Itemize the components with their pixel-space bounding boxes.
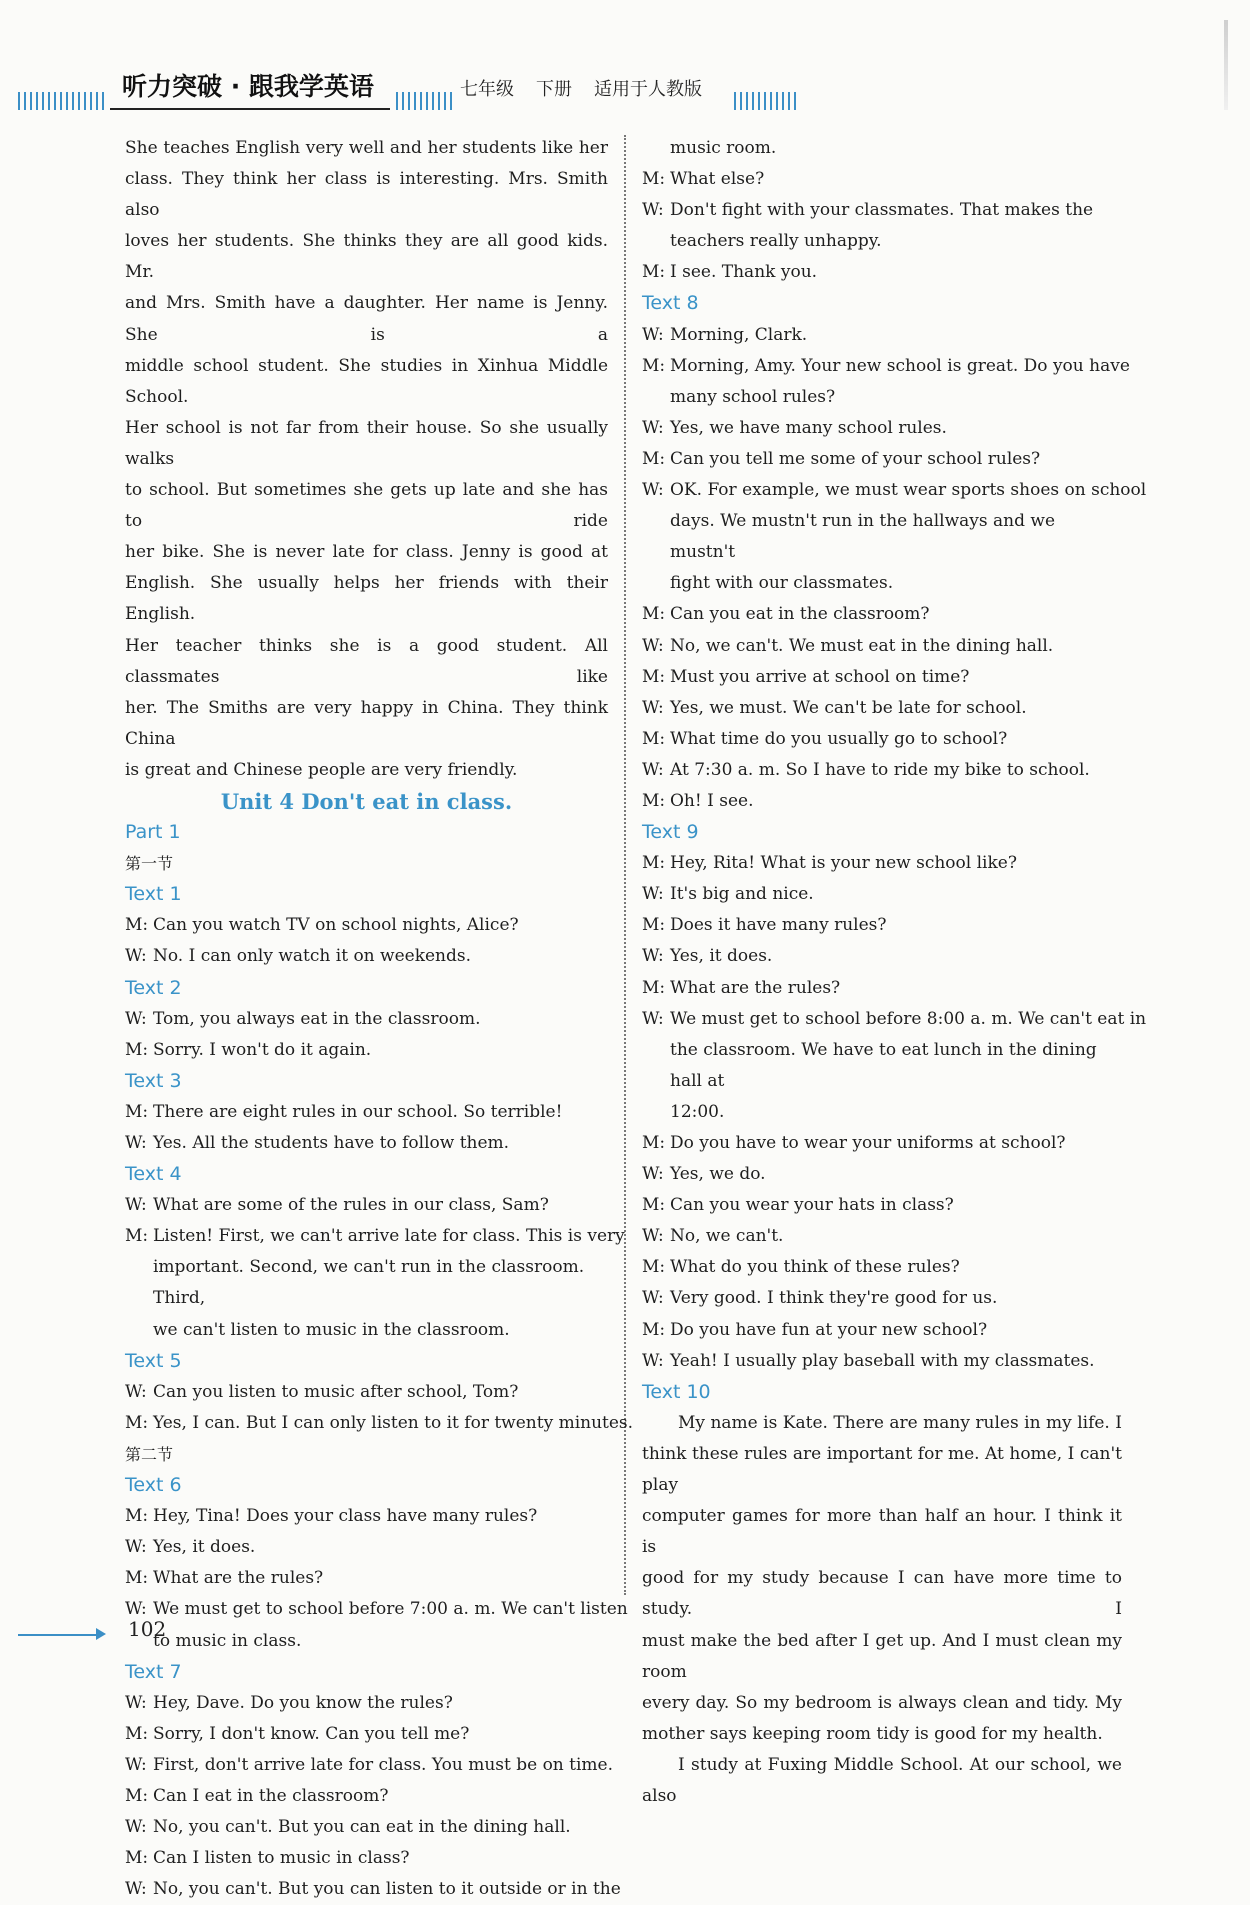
speaker: W: bbox=[642, 417, 664, 438]
speaker: M: bbox=[125, 1723, 149, 1744]
dialogue-line bbox=[642, 1315, 1122, 1346]
dialogue-line bbox=[125, 1004, 608, 1035]
text-heading: Text 5 bbox=[125, 1349, 182, 1372]
speaker: M: bbox=[642, 1319, 666, 1340]
passage-line: She teaches English very well and her students like her bbox=[125, 138, 608, 158]
dialogue-line bbox=[642, 1221, 1122, 1252]
utterance: Don't fight with your classmates. That makes the bbox=[670, 200, 1094, 221]
dialogue-line bbox=[642, 848, 1122, 879]
dialogue-line bbox=[125, 1128, 608, 1159]
speaker: M: bbox=[125, 1785, 149, 1806]
dialogue-line bbox=[642, 475, 1147, 506]
passage-line: Her teacher thinks she is a good student. All classmates like bbox=[125, 635, 608, 687]
dialogue-line bbox=[642, 662, 1122, 693]
speaker: W: bbox=[642, 635, 664, 656]
dialogue-line bbox=[642, 910, 1122, 941]
utterance: Yes, it does. bbox=[153, 1537, 256, 1558]
utterance: No, you can't. But you can eat in the dining hall. bbox=[153, 1817, 571, 1838]
dialogue-line bbox=[125, 1563, 608, 1594]
dialogue-line bbox=[642, 693, 1122, 724]
speaker: M: bbox=[642, 728, 666, 749]
header-bars-right bbox=[734, 92, 796, 110]
speaker: M: bbox=[125, 1506, 149, 1527]
utterance: OK. For example, we must wear sports shoes on school bbox=[670, 480, 1147, 501]
passage-line: is great and Chinese people are very friendly. bbox=[125, 759, 518, 780]
page-number: 102 bbox=[128, 1617, 167, 1641]
speaker: M: bbox=[642, 1257, 666, 1278]
speaker: W: bbox=[642, 946, 664, 967]
right-column bbox=[642, 133, 1147, 1812]
passage-line: every day. So my bedroom is always clean and tidy. My bbox=[642, 1692, 1122, 1713]
utterance: It's big and nice. bbox=[670, 884, 814, 905]
utterance: No, you can't. But you can listen to it outside or in the bbox=[153, 1879, 621, 1900]
dialogue-line bbox=[125, 1843, 608, 1874]
passage-line: class. They think her class is interesting. Mrs. Smith also bbox=[125, 169, 608, 221]
speaker: W: bbox=[125, 1133, 147, 1153]
text-heading: Text 1 bbox=[125, 883, 182, 906]
speaker: W: bbox=[642, 1226, 664, 1247]
speaker: M: bbox=[642, 169, 666, 190]
dialogue-line bbox=[642, 444, 1122, 475]
speaker: W: bbox=[642, 884, 664, 905]
utterance: At 7:30 a. m. So I have to ride my bike to school. bbox=[670, 759, 1090, 780]
speaker: M: bbox=[642, 604, 666, 625]
utterance: Can I listen to music in class? bbox=[153, 1848, 410, 1869]
page-header bbox=[18, 70, 798, 114]
speaker: M: bbox=[642, 262, 666, 283]
utterance: Yes, we do. bbox=[670, 1164, 766, 1185]
dialogue-continuation: days. We mustn't run in the hallways and we mustn't bbox=[670, 511, 1056, 563]
speaker: W: bbox=[125, 1195, 147, 1216]
utterance: Do you have to wear your uniforms at school? bbox=[670, 1133, 1066, 1153]
speaker: M: bbox=[125, 1412, 149, 1433]
speaker: M: bbox=[125, 1101, 149, 1122]
dialogue-continuation: teachers really unhappy. bbox=[670, 231, 882, 252]
dialogue-line bbox=[125, 1874, 621, 1905]
utterance: What are the rules? bbox=[670, 977, 841, 998]
speaker: W: bbox=[642, 480, 664, 501]
dialogue-continuation: the classroom. We have to eat lunch in the dining hall at bbox=[670, 1039, 1097, 1091]
utterance: Must you arrive at school on time? bbox=[670, 666, 970, 687]
speaker: W: bbox=[642, 697, 664, 718]
dialogue-line bbox=[642, 1004, 1147, 1035]
passage-line: to school. But sometimes she gets up late and she has to ride bbox=[125, 480, 608, 532]
speaker: M: bbox=[642, 790, 666, 811]
utterance: What time do you usually go to school? bbox=[670, 728, 1008, 749]
dialogue-line bbox=[642, 351, 1130, 382]
speaker: W: bbox=[642, 200, 664, 221]
utterance: No. I can only watch it on weekends. bbox=[153, 946, 472, 967]
dialogue-continuation: we can't listen to music in the classroom. bbox=[153, 1319, 510, 1340]
speaker: M: bbox=[125, 1226, 149, 1247]
passage-line: computer games for more than half an hour. I think it is bbox=[642, 1506, 1122, 1558]
speaker: W: bbox=[125, 1381, 147, 1402]
dialogue-line bbox=[125, 1719, 608, 1750]
passage-line: English. She usually helps her friends with their English. bbox=[125, 573, 608, 625]
speaker: M: bbox=[642, 915, 666, 936]
dialogue-line bbox=[125, 1377, 608, 1408]
text-heading: Text 10 bbox=[642, 1380, 711, 1403]
passage-line: loves her students. She thinks they are all good kids. Mr. bbox=[125, 231, 608, 283]
dialogue-line bbox=[642, 1283, 1122, 1314]
edition-label: 适用于人教版 bbox=[594, 79, 702, 100]
speaker: M: bbox=[125, 1848, 149, 1869]
passage-line: Her school is not far from their house. So she usually walks bbox=[125, 417, 608, 469]
dialogue-line bbox=[125, 1408, 634, 1439]
grade-info bbox=[460, 74, 730, 106]
utterance: Yes, I can. But I can only listen to it for twenty minutes. bbox=[153, 1412, 634, 1433]
utterance: Can you listen to music after school, Tom? bbox=[153, 1381, 519, 1402]
dialogue-line bbox=[125, 1532, 608, 1563]
passage-line: her. The Smiths are very happy in China. They think China bbox=[125, 697, 608, 749]
text-heading: Text 2 bbox=[125, 976, 182, 999]
dialogue-line bbox=[642, 1159, 1122, 1190]
utterance: Yes. All the students have to follow them. bbox=[153, 1133, 510, 1153]
dialogue-line bbox=[125, 1812, 608, 1843]
unit-title: Unit 4 Don't eat in class. bbox=[220, 788, 513, 814]
part-heading: Part 1 bbox=[125, 821, 181, 844]
utterance: What are some of the rules in our class, Sam? bbox=[153, 1195, 549, 1216]
dialogue-line bbox=[125, 1035, 608, 1066]
speaker: M: bbox=[642, 977, 666, 998]
utterance: Yes, it does. bbox=[670, 946, 773, 967]
dialogue-continuation: to music in class. bbox=[153, 1630, 302, 1651]
dialogue-line bbox=[125, 1781, 608, 1812]
dialogue-line bbox=[642, 599, 1122, 630]
passage-line: her bike. She is never late for class. Jenny is good at bbox=[125, 542, 608, 563]
speaker: W: bbox=[642, 324, 664, 345]
text-heading: Text 7 bbox=[125, 1660, 182, 1683]
dialogue-line bbox=[125, 1501, 608, 1532]
utterance: First, don't arrive late for class. You must be on time. bbox=[153, 1754, 614, 1775]
speaker: W: bbox=[125, 1817, 147, 1838]
speaker: M: bbox=[125, 1568, 149, 1589]
utterance: What else? bbox=[670, 169, 765, 190]
dialogue-line bbox=[642, 195, 1122, 226]
utterance: No, we can't. We must eat in the dining hall. bbox=[670, 635, 1054, 656]
utterance: Hey, Rita! What is your new school like? bbox=[670, 853, 1017, 874]
speaker: W: bbox=[125, 1599, 147, 1620]
dialogue-line bbox=[642, 1346, 1122, 1377]
text-heading: Text 8 bbox=[642, 292, 699, 315]
page-edge-shadow bbox=[1224, 20, 1228, 110]
dialogue-line bbox=[642, 1190, 1122, 1221]
speaker: M: bbox=[642, 853, 666, 874]
passage-line: middle school student. She studies in Xinhua Middle School. bbox=[125, 355, 608, 407]
utterance: Can you watch TV on school nights, Alice? bbox=[153, 915, 519, 936]
utterance: Can you eat in the classroom? bbox=[670, 604, 930, 625]
utterance: Morning, Clark. bbox=[670, 324, 808, 345]
speaker: M: bbox=[125, 1039, 149, 1060]
passage-line: good for my study because I can have more time to study. I bbox=[642, 1568, 1122, 1620]
speaker: W: bbox=[125, 1879, 147, 1900]
utterance: We must get to school before 7:00 a. m. We can't listen bbox=[153, 1599, 628, 1620]
speaker: W: bbox=[642, 1350, 664, 1371]
speaker: M: bbox=[642, 1133, 666, 1153]
utterance: Do you have fun at your new school? bbox=[670, 1319, 988, 1340]
text-heading: Text 3 bbox=[125, 1069, 182, 1092]
dialogue-continuation: many school rules? bbox=[670, 386, 836, 407]
passage-line: My name is Kate. There are many rules in my life. I bbox=[678, 1412, 1122, 1433]
dialogue-line bbox=[642, 941, 1122, 972]
speaker: W: bbox=[125, 1008, 147, 1029]
dialogue-line bbox=[642, 257, 1122, 288]
dialogue-line bbox=[642, 755, 1122, 786]
dialogue-line bbox=[125, 910, 608, 941]
speaker: W: bbox=[125, 946, 147, 967]
section-heading: 第一节 bbox=[125, 854, 174, 874]
dialogue-continuation: important. Second, we can't run in the classroom. Third, bbox=[153, 1257, 585, 1309]
utterance: Can you wear your hats in class? bbox=[670, 1195, 954, 1216]
dialogue-line bbox=[642, 164, 1122, 195]
passage-line: I study at Fuxing Middle School. At our school, we also bbox=[642, 1754, 1122, 1806]
dialogue-line bbox=[642, 631, 1122, 662]
utterance: We must get to school before 8:00 a. m. We can't eat in bbox=[670, 1008, 1147, 1029]
footer-arrow-icon bbox=[96, 1628, 106, 1640]
speaker: W: bbox=[125, 1692, 147, 1713]
dialogue-line bbox=[642, 973, 1122, 1004]
dialogue-line bbox=[642, 320, 1122, 351]
utterance: I see. Thank you. bbox=[670, 262, 818, 283]
dialogue-continuation: 12:00. bbox=[670, 1101, 725, 1122]
passage-line: and Mrs. Smith have a daughter. Her name is Jenny. She is a bbox=[125, 293, 608, 345]
dialogue-line bbox=[125, 1190, 608, 1221]
text-heading: Text 6 bbox=[125, 1474, 182, 1497]
utterance: Yes, we have many school rules. bbox=[670, 417, 947, 438]
passage-line: must make the bed after I get up. And I must clean my room bbox=[642, 1630, 1122, 1682]
dialogue-line bbox=[125, 1688, 608, 1719]
left-column bbox=[125, 133, 634, 1905]
speaker: W: bbox=[642, 1008, 664, 1029]
speaker: M: bbox=[125, 915, 149, 936]
dialogue-line bbox=[125, 1097, 608, 1128]
dialogue-line bbox=[642, 786, 1122, 817]
utterance: Morning, Amy. Your new school is great. Do you have bbox=[670, 355, 1130, 376]
speaker: W: bbox=[125, 1537, 147, 1558]
dialogue-continuation: fight with our classmates. bbox=[670, 573, 894, 594]
utterance: Yes, we must. We can't be late for school. bbox=[670, 697, 1027, 718]
utterance: What do you think of these rules? bbox=[670, 1257, 960, 1278]
utterance: Tom, you always eat in the classroom. bbox=[153, 1008, 481, 1029]
utterance: Hey, Dave. Do you know the rules? bbox=[153, 1692, 453, 1713]
utterance: There are eight rules in our school. So terrible! bbox=[153, 1101, 563, 1122]
utterance: Can you tell me some of your school rules? bbox=[670, 448, 1041, 469]
utterance: Very good. I think they're good for us. bbox=[670, 1288, 998, 1309]
dialogue-line bbox=[125, 1594, 628, 1625]
passage-line: mother says keeping room tidy is good for my health. bbox=[642, 1723, 1103, 1744]
dialogue-continuation: music room. bbox=[670, 138, 777, 158]
utterance: Listen! First, we can't arrive late for class. This is very bbox=[153, 1226, 625, 1247]
utterance: Does it have many rules? bbox=[670, 915, 887, 936]
passage bbox=[125, 133, 608, 786]
utterance: No, we can't. bbox=[670, 1226, 784, 1247]
header-bars-middle bbox=[396, 92, 454, 110]
text-heading: Text 4 bbox=[125, 1163, 182, 1186]
passage-line: think these rules are important for me. At home, I can't play bbox=[642, 1443, 1122, 1496]
header-bars-left bbox=[18, 92, 104, 110]
utterance: What are the rules? bbox=[153, 1568, 324, 1589]
speaker: M: bbox=[642, 666, 666, 687]
grade-label: 七年级 bbox=[460, 79, 514, 100]
speaker: M: bbox=[642, 355, 666, 376]
utterance: Can I eat in the classroom? bbox=[153, 1785, 389, 1806]
utterance: Sorry, I don't know. Can you tell me? bbox=[153, 1723, 470, 1744]
dialogue-line bbox=[642, 879, 1122, 910]
dialogue-line bbox=[125, 941, 608, 972]
speaker: M: bbox=[642, 448, 666, 469]
utterance: Oh! I see. bbox=[670, 790, 754, 811]
utterance: Hey, Tina! Does your class have many rules? bbox=[153, 1506, 538, 1527]
text-heading: Text 9 bbox=[642, 821, 699, 844]
dialogue-line bbox=[642, 1252, 1122, 1283]
dialogue-line bbox=[642, 1128, 1122, 1159]
utterance: Sorry. I won't do it again. bbox=[153, 1039, 372, 1060]
footer-line bbox=[18, 1634, 102, 1636]
section-heading: 第二节 bbox=[125, 1444, 174, 1464]
speaker: W: bbox=[642, 759, 664, 780]
speaker: W: bbox=[642, 1288, 664, 1309]
volume-label: 下册 bbox=[536, 79, 572, 100]
dialogue-line bbox=[125, 1750, 614, 1781]
dialogue-line bbox=[125, 1221, 625, 1252]
column-divider bbox=[624, 135, 626, 1595]
dialogue-line bbox=[642, 413, 1122, 444]
speaker: M: bbox=[642, 1195, 666, 1216]
dialogue-line bbox=[642, 724, 1122, 755]
utterance: Yeah! I usually play baseball with my classmates. bbox=[670, 1350, 1095, 1371]
speaker: W: bbox=[125, 1754, 147, 1775]
speaker: W: bbox=[642, 1164, 664, 1185]
book-title: 听力突破 · 跟我学英语 bbox=[110, 70, 390, 110]
